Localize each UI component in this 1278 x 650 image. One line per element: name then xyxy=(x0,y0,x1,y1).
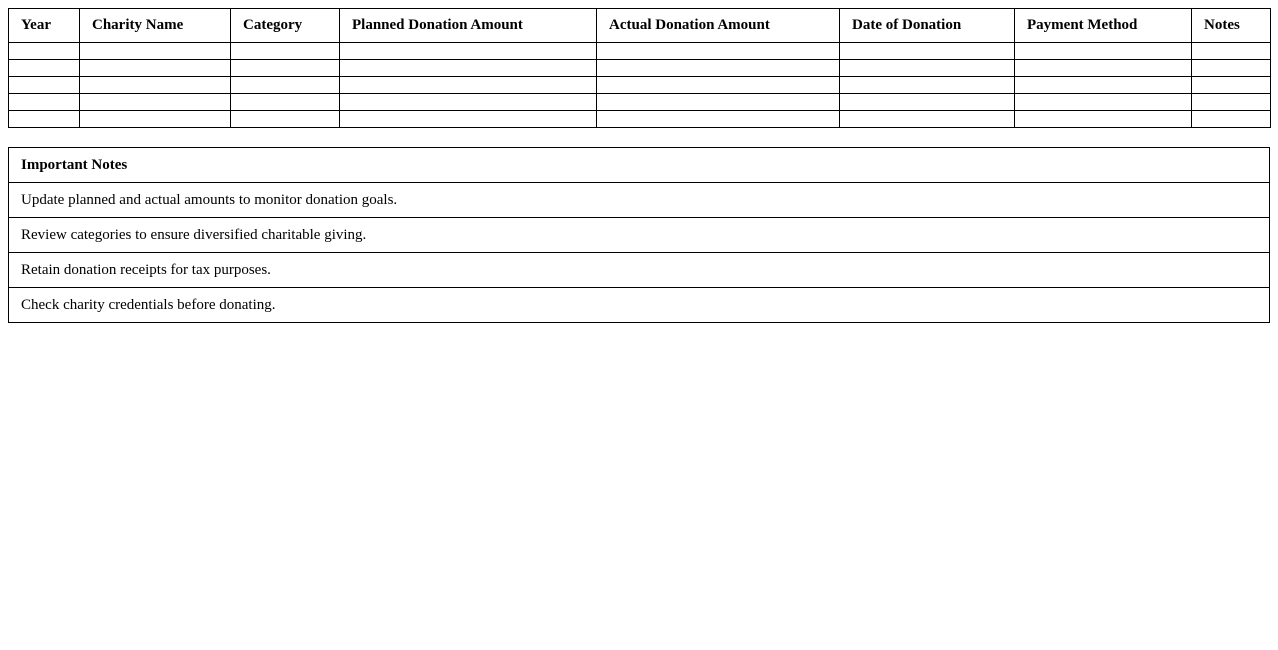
table-cell-year[interactable] xyxy=(9,111,80,128)
table-cell-category[interactable] xyxy=(231,77,340,94)
table-cell-payment-method[interactable] xyxy=(1015,43,1192,60)
table-cell-notes[interactable] xyxy=(1192,94,1271,111)
table-cell-planned-amount[interactable] xyxy=(340,77,597,94)
note-text: Retain donation receipts for tax purposes. xyxy=(9,253,1270,288)
table-cell-charity-name[interactable] xyxy=(80,111,231,128)
table-cell-payment-method[interactable] xyxy=(1015,94,1192,111)
table-cell-category[interactable] xyxy=(231,60,340,77)
note-text: Review categories to ensure diversified charitable giving. xyxy=(9,218,1270,253)
table-cell-date[interactable] xyxy=(840,111,1015,128)
notes-header-row xyxy=(9,148,1270,183)
table-cell-notes[interactable] xyxy=(1192,43,1271,60)
table-cell-charity-name[interactable] xyxy=(80,43,231,60)
table-cell-planned-amount[interactable] xyxy=(340,94,597,111)
table-cell-actual-amount[interactable] xyxy=(597,94,840,111)
column-header-payment-method: Payment Method xyxy=(1015,9,1192,43)
table-cell-date[interactable] xyxy=(840,60,1015,77)
column-header-planned-donation-amount: Planned Donation Amount xyxy=(340,9,597,43)
table-cell-category[interactable] xyxy=(231,43,340,60)
list-item xyxy=(9,218,1270,253)
table-cell-date[interactable] xyxy=(840,94,1015,111)
table-cell-payment-method[interactable] xyxy=(1015,111,1192,128)
table-cell-category[interactable] xyxy=(231,111,340,128)
table-cell-actual-amount[interactable] xyxy=(597,77,840,94)
table-row xyxy=(9,60,1271,77)
table-cell-planned-amount[interactable] xyxy=(340,111,597,128)
table-row xyxy=(9,111,1271,128)
table-row xyxy=(9,77,1271,94)
table-cell-year[interactable] xyxy=(9,60,80,77)
list-item xyxy=(9,288,1270,323)
table-cell-planned-amount[interactable] xyxy=(340,60,597,77)
table-cell-actual-amount[interactable] xyxy=(597,43,840,60)
table-cell-actual-amount[interactable] xyxy=(597,111,840,128)
table-cell-category[interactable] xyxy=(231,94,340,111)
table-row xyxy=(9,94,1271,111)
table-cell-actual-amount[interactable] xyxy=(597,60,840,77)
column-header-date-of-donation: Date of Donation xyxy=(840,9,1015,43)
table-cell-date[interactable] xyxy=(840,43,1015,60)
table-cell-year[interactable] xyxy=(9,43,80,60)
table-cell-year[interactable] xyxy=(9,77,80,94)
table-cell-notes[interactable] xyxy=(1192,77,1271,94)
table-cell-charity-name[interactable] xyxy=(80,77,231,94)
list-item xyxy=(9,253,1270,288)
column-header-notes: Notes xyxy=(1192,9,1271,43)
column-header-year: Year xyxy=(9,9,80,43)
note-text: Check charity credentials before donating. xyxy=(9,288,1270,323)
table-cell-notes[interactable] xyxy=(1192,111,1271,128)
table-cell-date[interactable] xyxy=(840,77,1015,94)
list-item xyxy=(9,183,1270,218)
table-cell-payment-method[interactable] xyxy=(1015,77,1192,94)
table-cell-planned-amount[interactable] xyxy=(340,43,597,60)
table-cell-charity-name[interactable] xyxy=(80,60,231,77)
important-notes-table xyxy=(8,147,1270,323)
table-cell-charity-name[interactable] xyxy=(80,94,231,111)
column-header-actual-donation-amount: Actual Donation Amount xyxy=(597,9,840,43)
table-cell-year[interactable] xyxy=(9,94,80,111)
table-cell-payment-method[interactable] xyxy=(1015,60,1192,77)
column-header-charity-name: Charity Name xyxy=(80,9,231,43)
table-cell-notes[interactable] xyxy=(1192,60,1271,77)
important-notes-heading: Important Notes xyxy=(9,148,1270,183)
donation-sheet xyxy=(8,8,1270,323)
table-row xyxy=(9,43,1271,60)
column-header-category: Category xyxy=(231,9,340,43)
table-header-row xyxy=(9,9,1271,43)
note-text: Update planned and actual amounts to monitor donation goals. xyxy=(9,183,1270,218)
donation-tracker-table xyxy=(8,8,1271,128)
